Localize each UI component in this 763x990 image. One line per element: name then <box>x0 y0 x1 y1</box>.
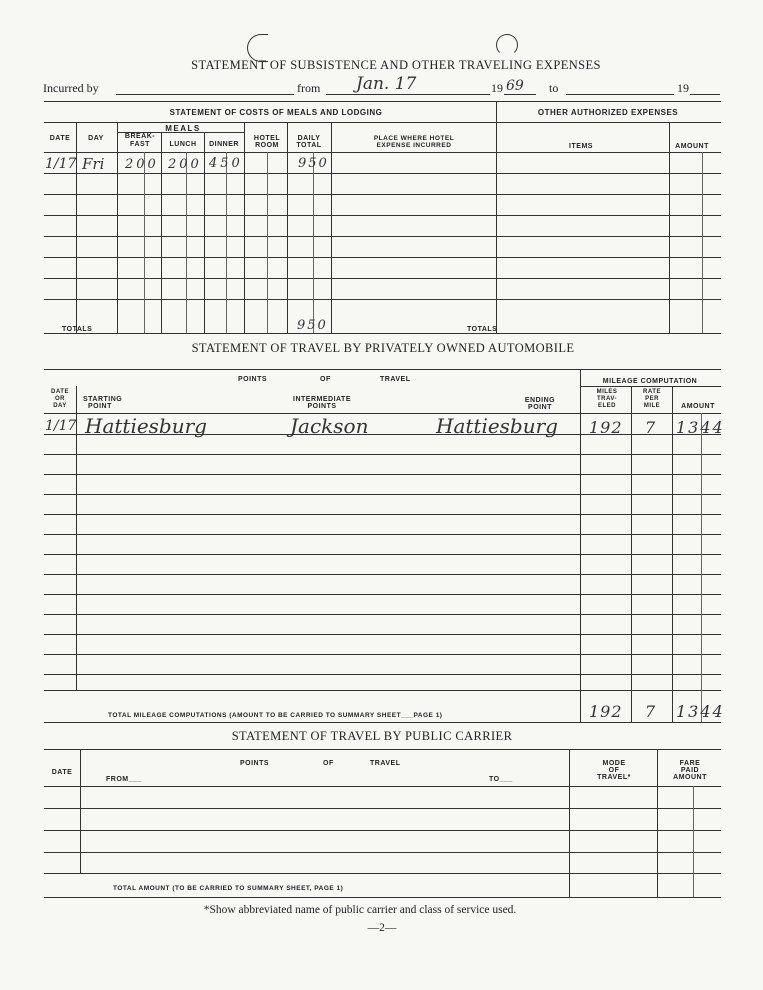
auto-total-rate: 7 <box>645 702 656 721</box>
auto-col-miles-2: TRAV- <box>596 396 618 402</box>
meals-group-label: MEALS <box>165 124 201 133</box>
auto-row-start: Hattiesburg <box>85 414 207 438</box>
carrier-to-label: TO___ <box>489 776 513 783</box>
col-daily-2: TOTAL <box>296 142 322 149</box>
col-daily-1: DAILY <box>297 135 321 142</box>
auto-row-rate: 7 <box>645 418 656 437</box>
carrier-col-mode-3: TRAVEL* <box>597 774 631 781</box>
page-number: —2— <box>367 922 397 934</box>
auto-row-amount: 1344 <box>676 418 725 437</box>
carrier-section-title: STATEMENT OF TRAVEL BY PUBLIC CARRIER <box>231 729 513 743</box>
carrier-col-date: DATE <box>51 769 73 776</box>
carrier-col-fare-3: AMOUNT <box>673 774 707 781</box>
auto-col-date-2: OR <box>55 396 65 402</box>
carrier-col-mode-1: MODE <box>602 760 626 767</box>
footnote: *Show abbreviated name of public carrier and class of service used. <box>203 904 517 916</box>
carrier-col-mode-2: OF <box>608 767 620 774</box>
col-day: DAY <box>88 135 104 142</box>
auto-total-label: TOTAL MILEAGE COMPUTATIONS (AMOUNT TO BE CARRIED TO SUMMARY SHEET___PAGE 1) <box>108 712 443 719</box>
from-value: Jan. 17 <box>356 74 417 94</box>
auto-col-date-3: DAY <box>53 403 67 409</box>
meals-totals-label: TOTALS <box>62 326 93 333</box>
carrier-col-fare-1: FARE <box>679 760 701 767</box>
auto-points-3: TRAVEL <box>380 376 411 383</box>
year-prefix: 19 <box>491 81 503 95</box>
auto-points-2: OF <box>320 376 331 383</box>
meal-row-date: 1/17 <box>45 156 77 172</box>
auto-col-intermediate-1: INTERMEDIATE <box>293 396 351 403</box>
auto-points-1: POINTS <box>238 376 268 383</box>
year-value: 69 <box>506 78 524 94</box>
col-hotel-1: HOTEL <box>253 135 281 142</box>
auto-total-miles: 192 <box>589 702 623 721</box>
from-label: from <box>297 81 321 95</box>
carrier-from-label: FROM___ <box>106 776 142 783</box>
auto-row-intermediate: Jackson <box>290 414 369 438</box>
auto-col-miles-3: ELED <box>597 403 617 409</box>
carrier-points-2: OF <box>323 760 334 767</box>
meals-totals-value: 950 <box>297 318 328 333</box>
col-breakfast-2: FAST <box>130 141 150 148</box>
auto-total-amount: 1344 <box>676 702 725 721</box>
col-date: DATE <box>49 135 71 142</box>
to-field[interactable] <box>566 94 674 95</box>
punch-hole-right <box>496 34 518 56</box>
auto-col-date-1: DATE <box>51 389 69 395</box>
col-breakfast-1: BREAK- <box>124 133 156 140</box>
carrier-points-3: TRAVEL <box>370 760 401 767</box>
auto-section-title: STATEMENT OF TRAVEL BY PRIVATELY OWNED AUTOMOBILE <box>191 341 575 355</box>
meal-row-day: Fri <box>82 155 105 173</box>
incurred-by-label: Incurred by <box>43 81 99 95</box>
from-field[interactable] <box>326 94 490 95</box>
incurred-by-field[interactable] <box>116 94 294 95</box>
meal-row-daily-total: 950 <box>298 156 329 171</box>
carrier-total-label: TOTAL AMOUNT (TO BE CARRIED TO SUMMARY SHEET, PAGE 1) <box>113 885 344 892</box>
year-field[interactable] <box>504 94 536 95</box>
auto-row-end: Hattiesburg <box>436 414 558 438</box>
meal-row-dinner: 450 <box>209 156 243 171</box>
col-place-1: PLACE WHERE HOTEL <box>373 135 455 142</box>
to-label: to <box>549 81 559 95</box>
mileage-computation-title: MILEAGE COMPUTATION <box>602 378 698 385</box>
auto-row-date: 1/17 <box>45 418 77 434</box>
other-expenses-title: OTHER AUTHORIZED EXPENSES <box>537 108 679 117</box>
col-place-2: EXPENSE INCURRED <box>376 142 452 149</box>
other-totals-label: TOTALS <box>467 326 498 333</box>
year-prefix-2: 19 <box>677 81 689 95</box>
carrier-points-1: POINTS <box>240 760 270 767</box>
auto-col-rate-3: MILE <box>643 403 661 409</box>
meals-section-title: STATEMENT OF COSTS OF MEALS AND LODGING <box>169 108 383 117</box>
auto-col-start-1: STARTING <box>83 396 123 403</box>
col-hotel-2: ROOM <box>255 142 279 149</box>
col-dinner: DINNER <box>209 141 239 148</box>
auto-col-miles-1: MILES <box>596 389 618 395</box>
auto-col-rate-1: RATE <box>643 389 661 395</box>
auto-col-amount: AMOUNT <box>681 403 715 410</box>
auto-col-start-2: POINT <box>88 403 112 410</box>
auto-col-end-1: ENDING <box>524 397 556 404</box>
col-lunch: LUNCH <box>169 141 197 148</box>
col-amount: AMOUNT <box>675 143 709 150</box>
year-field-2[interactable] <box>690 94 720 95</box>
meal-row-breakfast: 200 <box>125 157 159 172</box>
auto-col-rate-2: PER <box>645 396 659 402</box>
auto-col-end-2: POINT <box>528 404 552 411</box>
auto-row-miles: 192 <box>589 418 623 437</box>
carrier-col-fare-2: PAID <box>680 767 700 774</box>
auto-col-intermediate-2: POINTS <box>307 403 337 410</box>
col-items: ITEMS <box>569 143 593 150</box>
form-title: STATEMENT OF SUBSISTENCE AND OTHER TRAVELING EXPENSES <box>191 58 601 72</box>
meal-row-lunch: 200 <box>168 157 202 172</box>
